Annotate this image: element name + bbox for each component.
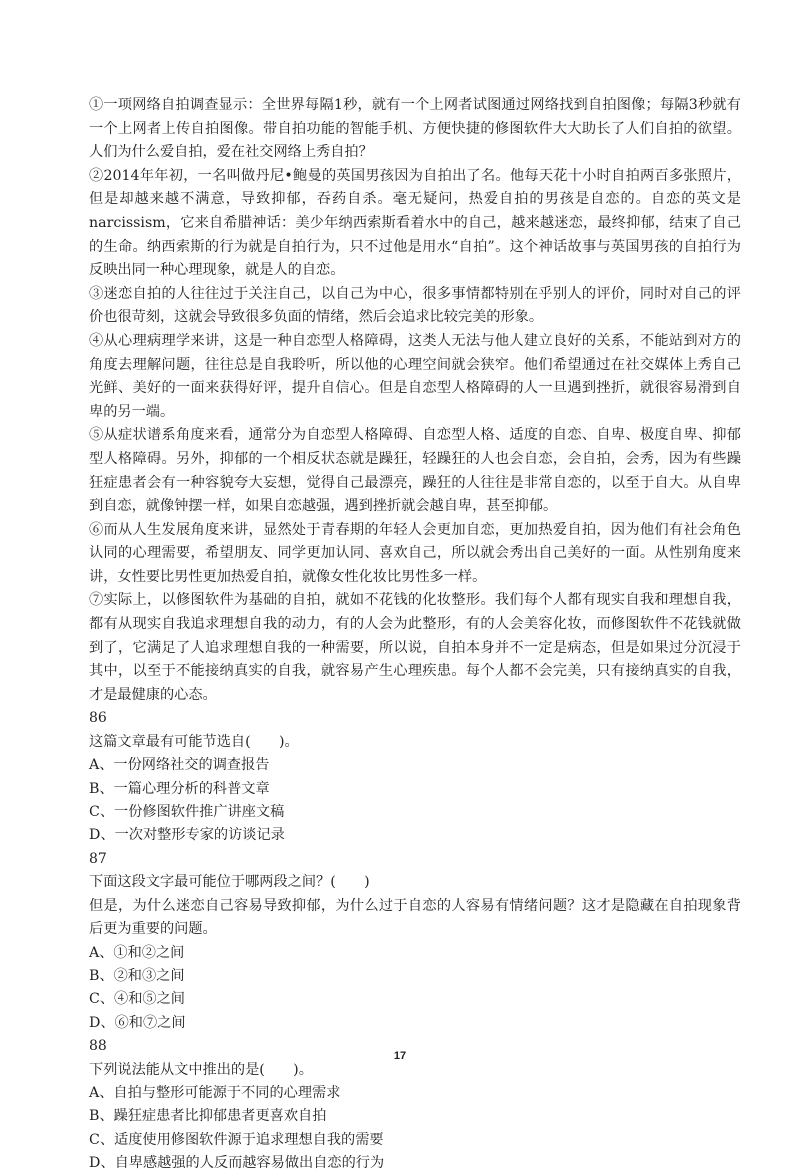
option-d: D、一次对整形专家的访谈记录 [89,827,285,844]
passage-paragraph-1: ①一项网络自拍调查显示：全世界每隔1秒，就有一个上网者试图通过网络找到自拍图像；每隔3秒就有一个上网者上传自拍图像。带自拍功能的智能手机、方便快捷的修图软件大大助长了人们自拍的欲望。人们为什么爱自拍，爱在社交网络上秀自拍？ [89,97,741,161]
question-86 [89,707,741,847]
option-c: C、一份修图软件推广讲座文稿 [89,804,285,821]
option-b: B、一篇心理分析的科普文章 [89,780,270,797]
question-number: 88 [89,1038,107,1055]
passage [89,94,741,707]
option-c: C、④和⑤之间 [89,991,185,1008]
passage-paragraph-5: ⑤从症状谱系角度来看，通常分为自恋型人格障碍、自恋型人格、适度的自恋、自卑、极度自卑、抑郁型人格障碍。另外，抑郁的一个相反状态就是躁狂，轻躁狂的人也会自恋，会自拍，会秀，因为有些躁狂症患者会有一种容貌夸大妄想，觉得自己最漂亮，躁狂的人往往是非常自恋的，以至于自大。从自卑到自恋，就像钟摆一样，如果自恋越强，遇到挫折就会越自卑，甚至抑郁。 [89,427,741,515]
question-number: 86 [89,710,107,727]
option-list [89,1082,741,1176]
question-number: 87 [89,850,107,867]
option-list [89,942,741,1036]
option-a: A、一份网络社交的调查报告 [89,757,270,774]
document-content [89,94,741,1176]
option-b: B、躁狂症患者比抑郁患者更喜欢自拍 [89,1108,327,1125]
question-87 [89,848,741,1035]
option-a: A、自拍与整形可能源于不同的心理需求 [89,1084,341,1101]
passage-paragraph-2: ②2014年年初，一名叫做丹尼•鲍曼的英国男孩因为自拍出了名。他每天花十小时自拍两百多张照片，但是却越来越不满意，导致抑郁，吞药自杀。毫无疑问，热爱自拍的男孩是自恋的。自恋的英文是narcissism，它来自希腊神话：美少年纳西索斯看着水中的自己，越来越迷恋，最终抑郁，结束了自己的生命。纳西索斯的行为就是自拍行为，只不过他是用水“自拍”。这个神话故事与英国男孩的自拍行为反映出同一种心理现象，就是人的自恋。 [89,167,741,279]
option-a: A、①和②之间 [89,944,185,961]
passage-paragraph-6: ⑥而从人生发展角度来讲，显然处于青春期的年轻人会更加自恋，更加热爱自拍，因为他们有社会角色认同的心理需要，希望朋友、同学更加认同、喜欢自己，所以就会秀出自己美好的一面。从性别角度来讲，女性要比男性更加热爱自拍，就像女性化妆比男性多一样。 [89,521,741,585]
question-stem: 下列说法能从文中推出的是( )。 [89,1061,313,1078]
page-number: 17 [393,1050,407,1062]
option-b: B、②和③之间 [89,967,185,984]
option-c: C、适度使用修图软件源于追求理想自我的需要 [89,1131,384,1148]
question-stem: 下面这段文字最可能位于哪两段之间？( ) [89,874,370,891]
question-stem: 这篇文章最有可能节选自( )。 [89,733,299,750]
option-d: D、自卑感越强的人反而越容易做出自恋的行为 [89,1155,385,1172]
passage-paragraph-3: ③迷恋自拍的人往往过于关注自己，以自己为中心，很多事情都特别在乎别人的评价，同时对自己的评价也很苛刻，这就会导致很多负面的情绪，然后会追求比较完美的形象。 [89,285,741,326]
passage-paragraph-4: ④从心理病理学来讲，这是一种自恋型人格障碍，这类人无法与他人建立良好的关系，不能站到对方的角度去理解问题，往往总是自我聆听，所以他的心理空间就会狭窄。他们希望通过在社交媒体上秀自己光鲜、美好的一面来获得好评，提升自信心。但是自恋型人格障碍的人一旦遇到挫折，就很容易滑到自卑的另一端。 [89,332,741,420]
question-quoted-passage: 但是，为什么迷恋自己容易导致抑郁，为什么过于自恋的人容易有情绪问题？这才是隐藏在自拍现象背后更为重要的问题。 [89,897,741,938]
option-list [89,754,741,848]
passage-paragraph-7: ⑦实际上，以修图软件为基础的自拍，就如不花钱的化妆整形。我们每个人都有现实自我和理想自我，都有从现实自我追求理想自我的动力，有的人会为此整形，有的人会美容化妆，而修图软件不花钱就做到了，它满足了人追求理想自我的一种需要，所以说，自拍本身并不一定是病态，但是如果过分沉浸于其中，以至于不能接纳真实的自我，就容易产生心理疾患。每个人都不会完美，只有接纳真实的自我，才是最健康的心态。 [89,592,741,703]
option-d: D、⑥和⑦之间 [89,1014,186,1031]
